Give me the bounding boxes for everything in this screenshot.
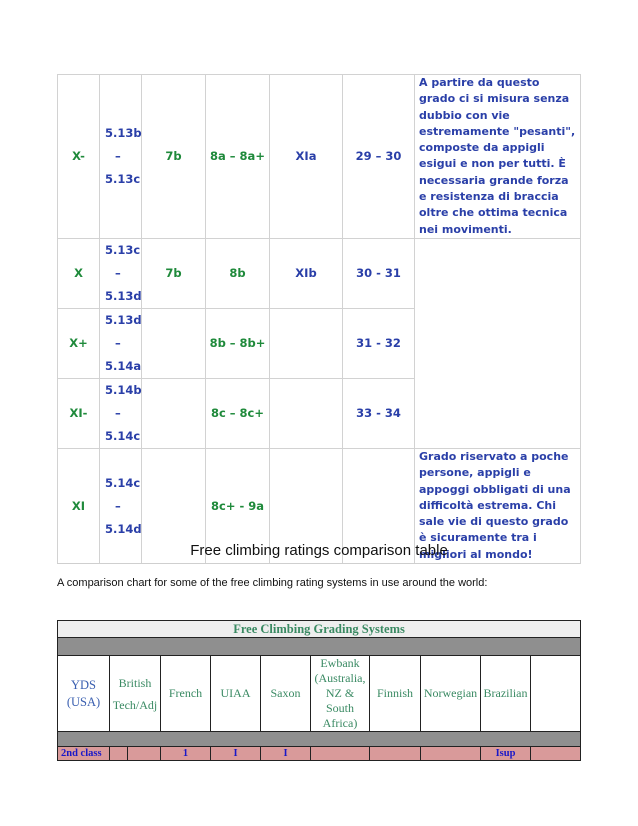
cell-finnish (370, 747, 421, 761)
table-row (58, 238, 581, 308)
header-ewbank: Ewbank (Australia, NZ & South Africa) (311, 656, 370, 732)
british-grade: 7b (142, 238, 206, 308)
british-grade (142, 378, 206, 448)
saxon-grade: XIa (270, 75, 343, 239)
yds-grade: 5.13c – 5.13d (100, 238, 142, 308)
cell-ewbank (311, 747, 370, 761)
table-title-row (58, 621, 581, 638)
finnish-grade: 30 - 31 (343, 238, 415, 308)
section-title: Free climbing ratings comparison table (190, 542, 448, 559)
header-finnish: Finnish (370, 656, 421, 732)
header-row (58, 656, 581, 732)
table-row (58, 747, 581, 761)
yds-grade: 5.13b – 5.13c (100, 75, 142, 239)
intro-text: A comparison chart for some of the free climbing rating systems in use around the world: (57, 577, 488, 589)
grade-note: A partire da questo grado ci si misura senza dubbio con vie estremamente "pesanti", composte da appigli esigui e non per tutti. È necessaria grande forza e resistenza di braccia oltre che ottima tecnica nei movimenti. (415, 75, 581, 239)
header-empty (531, 656, 581, 732)
cell-brazilian: Isup (481, 747, 531, 761)
header-french: French (161, 656, 211, 732)
table-row (58, 75, 581, 239)
cell-norwegian (421, 747, 481, 761)
gray-band (58, 732, 581, 747)
yds-grade: 5.14b – 5.14c (100, 378, 142, 448)
cell-british-tech (110, 747, 128, 761)
header-uiaa: UIAA (211, 656, 261, 732)
uiaa-grade: X+ (58, 308, 100, 378)
french-grade: 8c – 8c+ (206, 378, 270, 448)
grade-comparison-table (57, 74, 581, 564)
uiaa-grade: X (58, 238, 100, 308)
french-grade: 8c+ - 9a (206, 448, 270, 563)
saxon-grade: XIb (270, 238, 343, 308)
header-norwegian: Norwegian (421, 656, 481, 732)
cell-french: 1 (161, 747, 211, 761)
british-grade: 7b (142, 75, 206, 239)
saxon-grade (270, 378, 343, 448)
french-grade: 8b (206, 238, 270, 308)
finnish-grade: 33 - 34 (343, 378, 415, 448)
uiaa-grade: XI- (58, 378, 100, 448)
cell-uiaa: I (211, 747, 261, 761)
grade-note-empty (415, 238, 581, 448)
header-brazilian: Brazilian (481, 656, 531, 732)
cell-saxon: I (261, 747, 311, 761)
header-british: British Tech/Adj (110, 656, 161, 732)
cell-empty (531, 747, 581, 761)
uiaa-grade: X- (58, 75, 100, 239)
grade-note: Grado riservato a poche persone, appigli e appoggi obbligati di una difficoltà estrema. Chi sale vie di questo grado è sicuramente tra i migliori al mondo! (415, 448, 581, 563)
uiaa-grade: XI (58, 448, 100, 563)
french-grade: 8a – 8a+ (206, 75, 270, 239)
header-saxon: Saxon (261, 656, 311, 732)
table-title: Free Climbing Grading Systems (58, 621, 581, 638)
cell-yds: 2nd class (58, 747, 110, 761)
british-grade (142, 308, 206, 378)
yds-grade: 5.13d – 5.14a (100, 308, 142, 378)
french-grade: 8b – 8b+ (206, 308, 270, 378)
title-divider (57, 563, 580, 564)
saxon-grade (270, 308, 343, 378)
finnish-grade: 29 – 30 (343, 75, 415, 239)
header-yds: YDS (USA) (58, 656, 110, 732)
gray-band (58, 638, 581, 656)
cell-british-adj (128, 747, 161, 761)
free-climbing-grading-table (57, 620, 581, 761)
finnish-grade: 31 - 32 (343, 308, 415, 378)
yds-grade: 5.14c – 5.14d (100, 448, 142, 563)
